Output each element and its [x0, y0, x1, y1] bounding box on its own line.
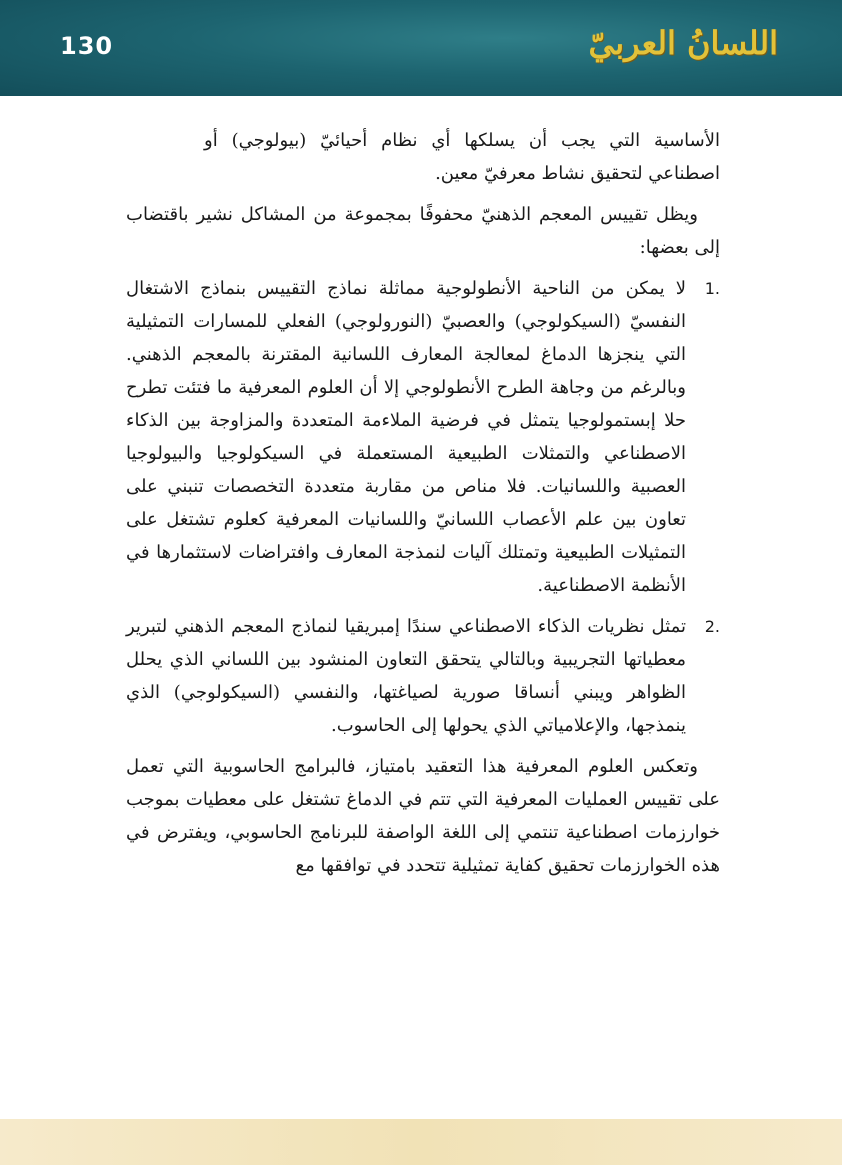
- paragraph-cognitive-sciences: وتعكس العلوم المعرفية هذا التعقيد بامتياز، فالبرامج الحاسوبية التي تعمل على تقييس العمليات المعرفية التي تتم في الدماغ تشتغل على معطيات بموجب خوارزمات اصطناعية تنتمي إلى اللغة الواصفة للبرنامج الحاسوبي، ويفترض في هذه الخوارزمات تحقيق كفاية تمثيلية تتحدد في توافقها مع: [126, 756, 720, 876]
- paragraph-problems-intro: ويظل تقييس المعجم الذهنيّ محفوفًا بمجموعة من المشاكل نشير باقتضاب إلى بعضها:: [126, 204, 720, 258]
- list-item: [126, 610, 720, 742]
- list-item-number: .1: [704, 279, 720, 298]
- list-item-text: لا يمكن من الناحية الأنطولوجية مماثلة نماذج التقييس بنماذج الاشتغال النفسيّ (السيكولوجي) والعصبيّ (النورولوجي) الفعلي للمسارات التمثيلية التي ينجزها الدماغ لمعالجة المعارف اللسانية المقترنة بالمعجم الذهني. وبالرغم من وجاهة الطرح الأنطولوجي إلا أن العلوم المعرفية ما فتئت تطرح حلا إبستمولوجيا يتمثل في فرضية الملاءمة المتعددة والمزاوجة بين الذكاء الاصطناعي والتمثلات الطبيعية المستعملة في السيكولوجيا والبيولوجيا العصبية واللسانيات. فلا مناص من مقاربة متعددة التخصصات تنبني على تعاون بين علم الأعصاب اللسانيّ واللسانيات المعرفية كعلوم تشتغل على التمثيلات الطبيعية وتمتلك آليات لنمذجة المعارف وافتراضات لاستثمارها في الأنظمة الاصطناعية.: [126, 278, 686, 596]
- list-item-number: .2: [704, 617, 720, 636]
- list-item: [126, 272, 720, 602]
- paragraph-continued: الأساسية التي يجب أن يسلكها أي نظام أحيائيّ (بيولوجي) أو اصطناعي لتحقيق نشاط معرفيّ معين.: [204, 130, 720, 184]
- journal-logo: اللسانُ العربيّ: [588, 24, 778, 62]
- article-body: [126, 124, 720, 890]
- page-number: 130: [60, 32, 114, 60]
- page-header: [0, 0, 842, 96]
- footer-band: [0, 1119, 842, 1165]
- numbered-list: [126, 272, 720, 742]
- list-item-text: تمثل نظريات الذكاء الاصطناعي سندًا إمبريقيا لنماذج المعجم الذهني لتبرير معطياتها التجريبية وبالتالي يتحقق التعاون المنشود بين اللساني الذي يحلل الظواهر ويبني أنساقا صورية لصياغتها، والنفسي (السيكولوجي) الذي ينمذجها، والإعلامياتي الذي يحولها إلى الحاسوب.: [126, 616, 686, 736]
- continued-block: [126, 124, 720, 190]
